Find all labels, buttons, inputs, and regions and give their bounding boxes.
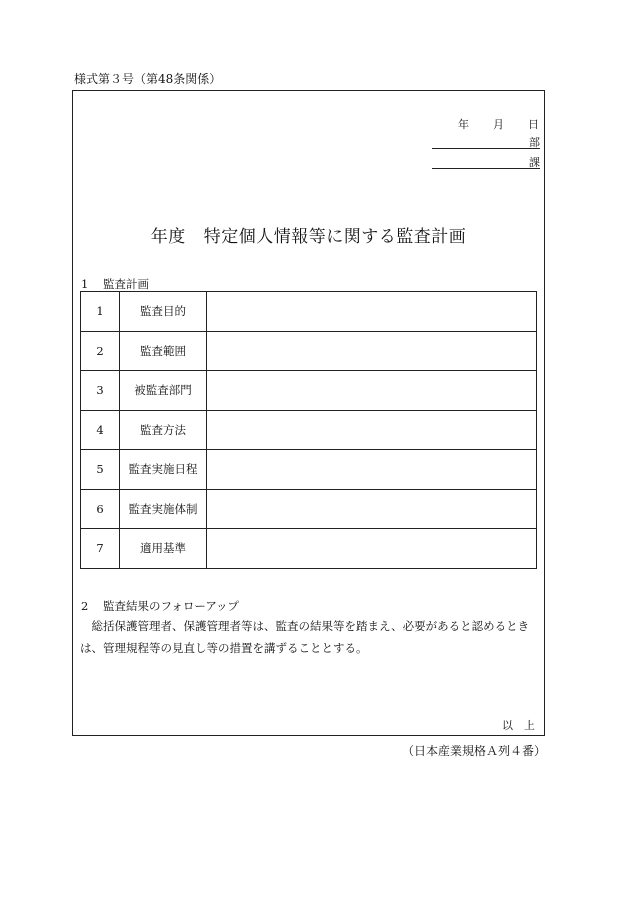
title-main: 特定個人情報等に関する監査計画 [203, 227, 467, 247]
row-item: 監査実施日程 [120, 450, 207, 490]
row-content[interactable] [207, 529, 537, 569]
table-row [81, 529, 537, 569]
table-row [81, 410, 537, 450]
closing-mark: 以 上 [502, 719, 535, 732]
row-item: 監査実施体制 [120, 489, 207, 529]
section-label: 課 [529, 156, 540, 169]
row-content[interactable] [207, 410, 537, 450]
date-row [440, 116, 540, 132]
table-row [81, 371, 537, 411]
section1-number: 1 [81, 277, 89, 291]
row-number: 2 [81, 331, 120, 371]
paper-size-note: （日本産業規格Ａ列４番） [402, 744, 547, 758]
row-content[interactable] [207, 489, 537, 529]
row-content[interactable] [207, 371, 537, 411]
page-title [72, 222, 545, 247]
row-item: 監査範囲 [120, 331, 207, 371]
section2-body: 総括保護管理者、保護管理者等は、監査の結果等を踏まえ、必要があると認めるときは、管理規程等の見直し等の措置を講ずることとする。 [80, 619, 530, 655]
date-year-label: 年 [458, 118, 469, 131]
row-content[interactable] [207, 331, 537, 371]
row-item: 被監査部門 [120, 371, 207, 411]
date-day-label: 日 [528, 118, 539, 131]
audit-plan-table [80, 291, 537, 569]
department-label: 部 [529, 136, 540, 149]
row-item: 監査方法 [120, 410, 207, 450]
row-number: 5 [81, 450, 120, 490]
row-content[interactable] [207, 450, 537, 490]
department-line [432, 134, 540, 149]
row-number: 1 [81, 292, 120, 332]
table-row [81, 331, 537, 371]
table-row [81, 489, 537, 529]
row-number: 6 [81, 489, 120, 529]
table-row [81, 292, 537, 332]
section2-number: 2 [81, 599, 89, 613]
date-month-label: 月 [493, 118, 504, 131]
section-line [432, 154, 540, 169]
section1-heading [81, 276, 149, 292]
title-year-label: 年度 [150, 227, 186, 247]
row-number: 3 [81, 371, 120, 411]
section1-title: 監査計画 [103, 277, 149, 291]
row-number: 4 [81, 410, 120, 450]
section2-heading [81, 598, 239, 614]
row-content[interactable] [207, 292, 537, 332]
form-number: 様式第３号（第48条関係） [74, 72, 222, 86]
row-item: 監査目的 [120, 292, 207, 332]
row-item: 適用基準 [120, 529, 207, 569]
section2-title: 監査結果のフォローアップ [103, 599, 240, 613]
row-number: 7 [81, 529, 120, 569]
table-row [81, 450, 537, 490]
